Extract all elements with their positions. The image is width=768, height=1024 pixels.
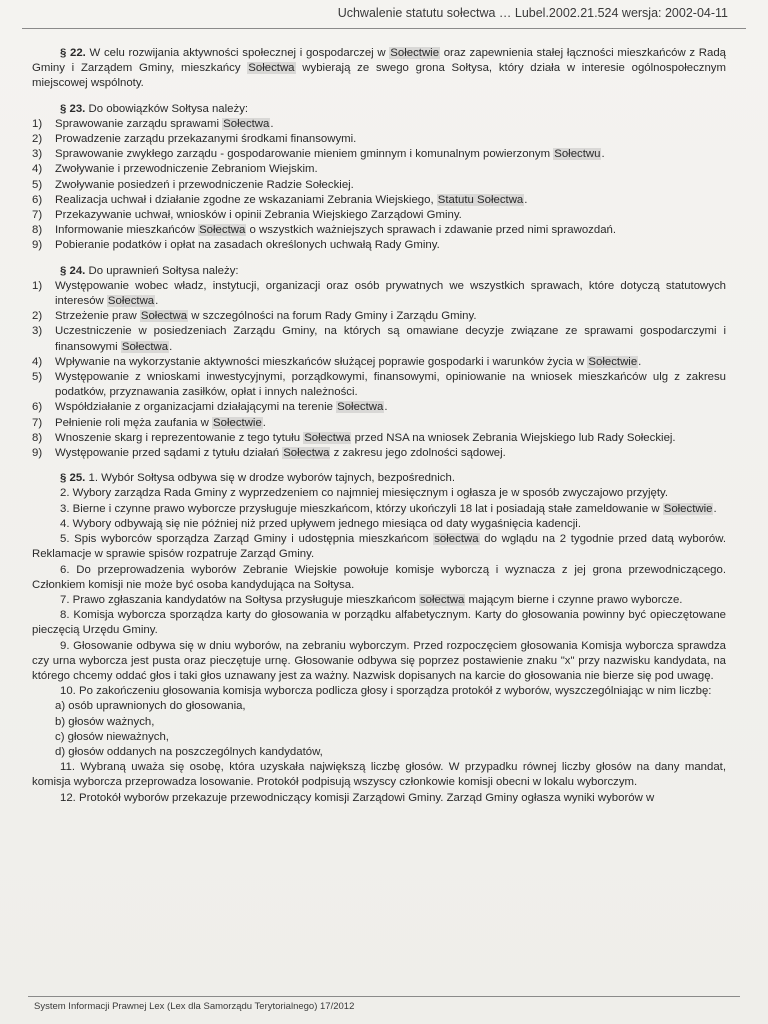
section-25-label: § 25. [60, 472, 86, 485]
highlight: Sołectwa [283, 447, 330, 460]
section-24-heading [32, 264, 726, 279]
text: W celu rozwijania aktywności społecznej i gospodarczej w [85, 47, 390, 59]
section-22-label: § 22. [60, 47, 86, 59]
section-24-list [32, 279, 726, 461]
text: Do obowiązków Sołtysa należy: [85, 102, 249, 115]
list-item [32, 279, 726, 309]
list-item [32, 309, 726, 324]
list-item [32, 208, 726, 223]
highlight: Sołectwa [140, 310, 188, 323]
text: oraz zapewnienia stałej łączności mieszkańców z Radą Gminy i Zarządem Gminy, mieszkańcy [32, 47, 726, 75]
highlight: Sołectwa [248, 62, 295, 75]
list-item-number: 4) [32, 355, 43, 368]
text: . [155, 295, 159, 308]
section-24-label: § 24. [60, 264, 86, 277]
page-footer: System Informacji Prawnej Lex (Lex dla Samorządu Terytorialnego) 17/2012 [34, 1001, 355, 1012]
list-item [32, 324, 726, 354]
section-25-p3 [32, 502, 726, 517]
section-23-heading [32, 102, 726, 117]
text: Sprawowanie zarządu sprawami [55, 117, 223, 130]
text: z zakresu jego zdolności sądowej. [330, 447, 506, 460]
list-item-number: 4) [32, 163, 43, 176]
list-item [32, 147, 726, 162]
section-25-p5 [32, 532, 726, 562]
section-23-list [32, 117, 726, 254]
text: . [169, 340, 173, 353]
text: Informowanie mieszkańców [55, 224, 199, 237]
list-item-number: 8) [32, 431, 43, 444]
text: Przekazywanie uchwał, wniosków i opinii Zebrania Wiejskiego Zarządowi Gminy. [55, 209, 462, 222]
text: . [384, 401, 388, 414]
section-25-p10-list [32, 699, 726, 760]
header-rule [22, 28, 746, 29]
section-25-p7 [32, 593, 726, 608]
text: o wszystkich ważniejszych sprawach i zdawanie przed nimi sprawozdań. [246, 224, 617, 237]
list-item-number: 1) [32, 117, 43, 130]
list-item-number: 6) [32, 401, 43, 414]
text: Sprawowanie zwykłego zarządu - gospodarowanie mieniem gminnym i komunalnym powierzonym [55, 148, 554, 161]
list-item [32, 238, 726, 253]
list-item-number: 9) [32, 239, 43, 252]
list-item-number: 9) [32, 447, 43, 460]
highlight: Sołectwa [107, 295, 155, 308]
highlight: Sołectwa [304, 431, 351, 444]
text: . [270, 117, 274, 130]
list-item [32, 446, 726, 461]
highlight: Sołectwa [223, 117, 270, 130]
text: Zwoływanie i przewodniczenie Zebraniom Wiejskim. [55, 163, 318, 176]
text: Uczestniczenie w posiedzeniach Zarządu Gminy, na których są omawiane decyzje związane ze sprawami gospodarczymi i finansowymi [55, 325, 726, 353]
text: Prowadzenie zarządu przekazanymi środkami finansowymi. [55, 133, 357, 146]
list-item-number: 8) [32, 224, 43, 237]
list-item [32, 162, 726, 177]
list-item [32, 193, 726, 208]
list-item-number: 3) [32, 148, 43, 161]
text: Pobieranie podatków i opłat na zasadach określonych uchwałą Rady Gminy. [55, 239, 440, 252]
highlight: Statutu Sołectwa [437, 193, 524, 206]
list-item: a) osób uprawnionych do głosowania, [55, 700, 246, 713]
section-25-p1 [32, 471, 726, 486]
text: Współdziałanie z organizacjami działającymi na terenie [55, 401, 337, 414]
text: mającym bierne i czynne prawo wyborcze. [465, 593, 683, 606]
text: Wnoszenie skarg i reprezentowanie z tego tytułu [55, 431, 304, 444]
list-item-number: 6) [32, 193, 43, 206]
list-item-number: 5) [32, 178, 43, 191]
highlight: Sołectwa [199, 224, 246, 237]
list-item [32, 400, 726, 415]
text: Realizacja uchwał i działanie zgodne ze wskazaniami Zebrania Wiejskiego, [55, 193, 437, 206]
page-header: Uchwalenie statutu sołectwa … Lubel.2002.21.524 wersja: 2002-04-11 [337, 6, 728, 20]
highlight: Sołectwu [554, 148, 601, 161]
list-item [32, 416, 726, 431]
list-item-number: 7) [32, 416, 43, 429]
list-item-number: 5) [32, 371, 43, 384]
highlight: Sołectwie [390, 47, 440, 59]
section-25-p4: 4. Wybory odbywają się nie później niż przed upływem jednego miesiąca od daty wygaśnięcia kadencji. [60, 517, 581, 530]
text: Występowanie z wnioskami inwestycyjnymi, porządkowymi, finansowymi, opiniowanie na wniosek mieszkańców ulg z zakresu podatków, przyznawania zasiłków, opłat i innych należności. [55, 371, 726, 399]
list-item: c) głosów nieważnych, [55, 730, 169, 743]
section-25-p9: 9. Głosowanie odbywa się w dniu wyborów, na zebraniu wyborczym. Przed rozpoczęciem głosowania Komisja wyborcza sprawdza czy urna wyborcza jest pusta oraz pieczętuje urnę. Głosowanie odbywa się poprzez postawienie znaku "x" przy nazwisku kandydata, na którego chcemy oddać głos i taki głos uznawany jest za ważny. Nazwisk dopisanych na karcie do głosowania nie bierze się pod uwagę. [32, 639, 726, 682]
text: Do uprawnień Sołtysa należy: [85, 264, 239, 277]
text: 7. Prawo zgłaszania kandydatów na Sołtysa przysługuje mieszkańcom [60, 593, 419, 606]
section-25-p10: 10. Po zakończeniu głosowania komisja wyborcza podlicza głosy i sporządza protokół z wyborów, wyszczególniając w nim liczbę: [60, 685, 712, 698]
text: . [713, 502, 717, 515]
list-item [32, 117, 726, 132]
list-item-number: 2) [32, 310, 43, 323]
section-25-p2: 2. Wybory zarządza Rada Gminy z wyprzedzeniem co najmniej miesięcznym i ogłasza je w sposób zwyczajowo przyjęty. [60, 487, 669, 500]
highlight: Sołectwa [337, 401, 384, 414]
highlight: sołectwa [434, 533, 479, 546]
list-item [32, 223, 726, 238]
text: 1. Wybór Sołtysa odbywa się w drodze wyborów tajnych, bezpośrednich. [85, 472, 455, 485]
list-item [32, 178, 726, 193]
list-item-number: 7) [32, 209, 43, 222]
section-22 [32, 46, 726, 92]
text: . [524, 193, 528, 206]
text: przed NSA na wniosek Zebrania Wiejskiego lub Rady Sołeckiej. [351, 431, 676, 444]
list-item: d) głosów oddanych na poszczególnych kandydatów, [55, 745, 323, 758]
text: 3. Bierne i czynne prawo wyborcze przysługuje mieszkańcom, którzy ukończyli 18 lat i posiadają stałe zameldowanie w [60, 502, 663, 515]
highlight: Sołectwa [121, 340, 169, 353]
list-item: b) głosów ważnych, [55, 715, 155, 728]
text: . [638, 355, 642, 368]
section-25-p8: 8. Komisja wyborcza sporządza karty do głosowania w porządku alfabetycznym. Karty do głosowania powinny być opieczętowane pieczęcią Urzędu Gminy. [32, 609, 726, 637]
text: Występowanie przed sądami z tytułu działań [55, 447, 283, 460]
text: Zwoływanie posiedzeń i przewodniczenie Radzie Sołeckiej. [55, 178, 354, 191]
text: do wglądu na 2 tygodnie przed datą wyborów. Reklamacje w sprawie spisów rozpatruje Zarząd Gminy. [32, 533, 726, 561]
text: 5. Spis wyborców sporządza Zarząd Gminy i udostępnia mieszkańcom [60, 533, 434, 546]
text: Strzeżenie praw [55, 310, 140, 323]
list-item-number: 3) [32, 325, 43, 338]
list-item-number: 1) [32, 279, 43, 292]
footer-rule [28, 996, 740, 997]
list-item [32, 132, 726, 147]
document-body [32, 46, 726, 806]
highlight: Sołectwie [213, 416, 262, 429]
list-item [32, 431, 726, 446]
highlight: sołectwa [419, 593, 465, 606]
highlight: Sołectwie [588, 355, 638, 368]
text: . [601, 148, 605, 161]
list-item [32, 355, 726, 370]
text: . [262, 416, 266, 429]
section-25-p6: 6. Do przeprowadzenia wyborów Zebranie Wiejskie powołuje komisje wyborczą i wyznacza z jej grona przewodniczącego. Członkiem komisji nie może być osoba kandydująca na Sołtysa. [32, 563, 726, 591]
section-25-p12: 12. Protokół wyborów przekazuje przewodniczący komisji Zarządowi Gminy. Zarząd Gminy ogłasza wyniki wyborów w [60, 791, 655, 804]
text: wybierają ze swego grona Sołtysa, który działa w interesie ogólnospołecznym miejscowej wspólnoty. [32, 62, 726, 90]
text: Pełnienie roli męża zaufania w [55, 416, 213, 429]
list-item-number: 2) [32, 133, 43, 146]
list-item [32, 370, 726, 400]
highlight: Sołectwie [663, 502, 713, 515]
text: w szczególności na forum Rady Gminy i Zarządu Gminy. [188, 310, 477, 323]
section-23-label: § 23. [60, 102, 86, 115]
text: Wpływanie na wykorzystanie aktywności mieszkańców służącej poprawie gospodarki i warunków życia w [55, 355, 588, 368]
text: Występowanie wobec władz, instytucji, organizacji oraz osób prywatnych we wszystkich sprawach, które dotyczą statutowych interesów [55, 279, 726, 308]
section-25-p11: 11. Wybraną uważa się osobę, która uzyskała największą liczbę głosów. W przypadku równej liczby głosów na dany mandat, komisja wyborcza przeprowadza losowanie. Protokół podpisują wszyscy członkowie komisji obecni w lokalu wyborczym. [32, 761, 726, 789]
